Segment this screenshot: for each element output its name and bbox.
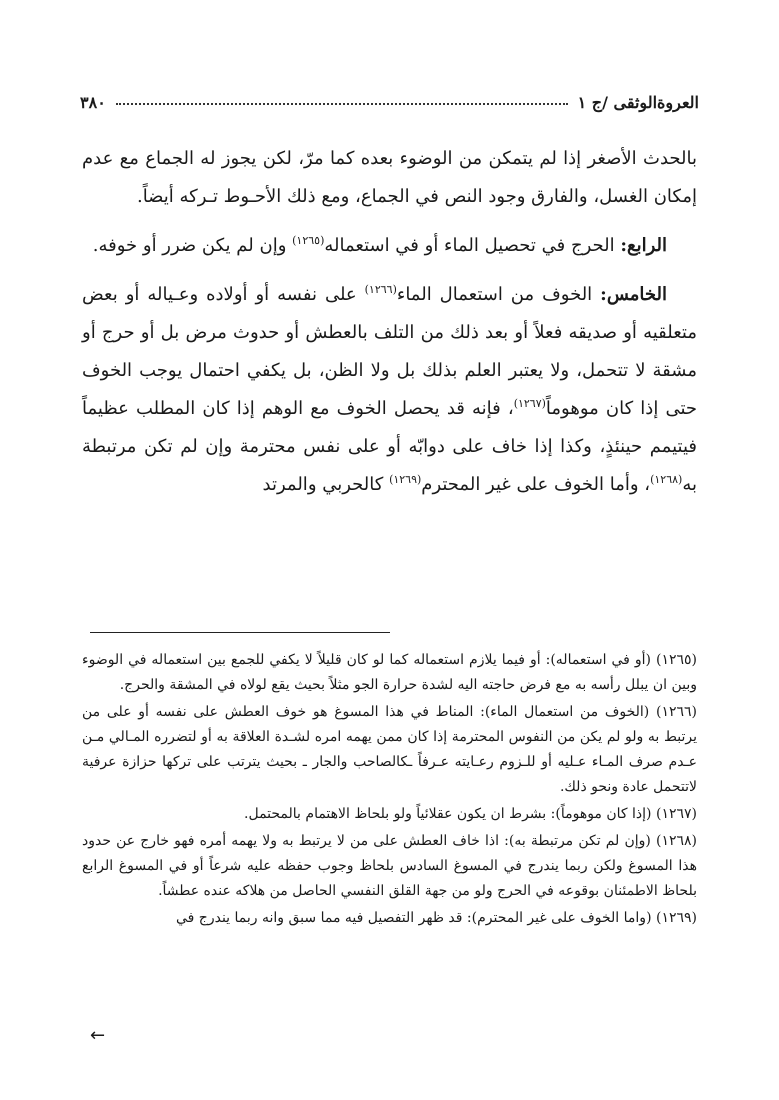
running-title: العروةالوثقى /ج ١ <box>577 92 699 112</box>
page-header <box>80 88 699 116</box>
footnote-1269: (١٢٦٩) (واما الخوف على غير المحترم): قد ظهر التفصيل فيه مما سبق وانه ربما يندرج في <box>176 910 697 926</box>
footnotes <box>82 648 697 933</box>
paragraph-3: الخامس: الخوف من استعمال الماء$^{(١٢٦٦)}$ على نفسه أو أولاده وعـياله أو بعض متعلقيه أو صديقه فعلاً أو بعد ذلك من التلف بالعطش أو حدوث مرض بل أو حرج أو مشقة لا تتحمل، ولا يعتبر العلم بذلك بل ولا الظن، بل يكفي احتمال يوجب الخوف حتى إذا كان موهوماً$^{(١٢٦٧)}$، فإنه قد يحصل الخوف مع الوهم إذا كان المطلب عظيماً فيتيمم حينئذٍ، وكذا إذا خاف على دوابّه أو على نفس محترمة وإن لم تكن مرتبطة به$^{(١٢٦٨)}$، وأما الخوف على غير المحترم$^{(١٢٦٩)}$ كالحربي والمرتد <box>82 283 698 495</box>
footnote-ref-1268[interactable]: (١٢٦٨) <box>650 473 683 486</box>
footnote-1266: (١٢٦٦) (الخوف من استعمال الماء): المناط في هذا المسوغ هو خوف العطش على نفسه أو على من يرتبط به ولو لم يكن من النفوس المحترمة إذا كان ممن يهمه امره لشـدة العلاقة به أو لتضرره المـالي مـن عـدم صرف المـاء عـليه أو للـزوم رعـايته عـرفاً ـكالصاحب والجار ـ بحيث يترتب على تركها حزازة عرفية لاتتحمل عادة ونحو ذلك. <box>82 704 697 795</box>
section-lead-fourth: الرابع: <box>620 235 667 256</box>
header-dots <box>116 95 568 105</box>
continuation-arrow-icon: ← <box>90 1025 106 1046</box>
footnote-ref-1267[interactable]: (١٢٦٧) <box>513 397 546 410</box>
footnote-1267: (١٢٦٧) (إذا كان موهوماً): بشرط ان يكون عقلائياً ولو بلحاظ الاهتمام بالمحتمل. <box>244 806 697 822</box>
footnote-ref-1265[interactable]: (١٢٦٥) <box>292 234 325 247</box>
footnote-separator <box>90 632 390 633</box>
footnote-ref-1269[interactable]: (١٢٦٩) <box>389 473 422 486</box>
footnote-1265: (١٢٦٥) (أو في استعماله): أو فيما يلازم استعماله كما لو كان قليلاً لا يكفي للجمع بين استعماله في الوضوء وبين ان يبلل رأسه به مع فرض حاجته اليه لشدة حرارة الجو مثلاً بحيث يقع لولاه في المشقة والحرج. <box>82 652 697 693</box>
paragraph-1: بالحدث الأصغر إذا لم يتمكن من الوضوء بعده كما مرّ، لكن يجوز له الجماع مع عدم إمكان الغسل، والفارق وجود النص في الجماع، ومع ذلك الأحـوط تـركه أيضاً. <box>82 148 697 207</box>
footnote-1268: (١٢٦٨) (وإن لم تكن مرتبطة به): اذا خاف العطش على من لا يرتبط به ولا يهمه أمره فهو خارج عن حدود هذا المسوغ ولكن ربما يندرج في المسوغ السادس بلحاظ وجوب حفظه عليه شرعاً أو في المسوغ الرابع بلحاظ الاطمئنان بوقوعه في الحرج ولو من جهة القلق النفسي الحاصل من هلاكه عنده عطشاً. <box>82 833 697 899</box>
paragraph-2: الرابع: الحرج في تحصيل الماء أو في استعماله$^{(١٢٦٥)}$ وإن لم يكن ضرر أو خوفه. <box>92 234 667 256</box>
footnote-ref-1266[interactable]: (١٢٦٦) <box>364 283 397 296</box>
section-lead-fifth: الخامس: <box>600 284 667 305</box>
main-text <box>82 140 697 515</box>
page-number: ٣٨٠ <box>80 92 106 112</box>
